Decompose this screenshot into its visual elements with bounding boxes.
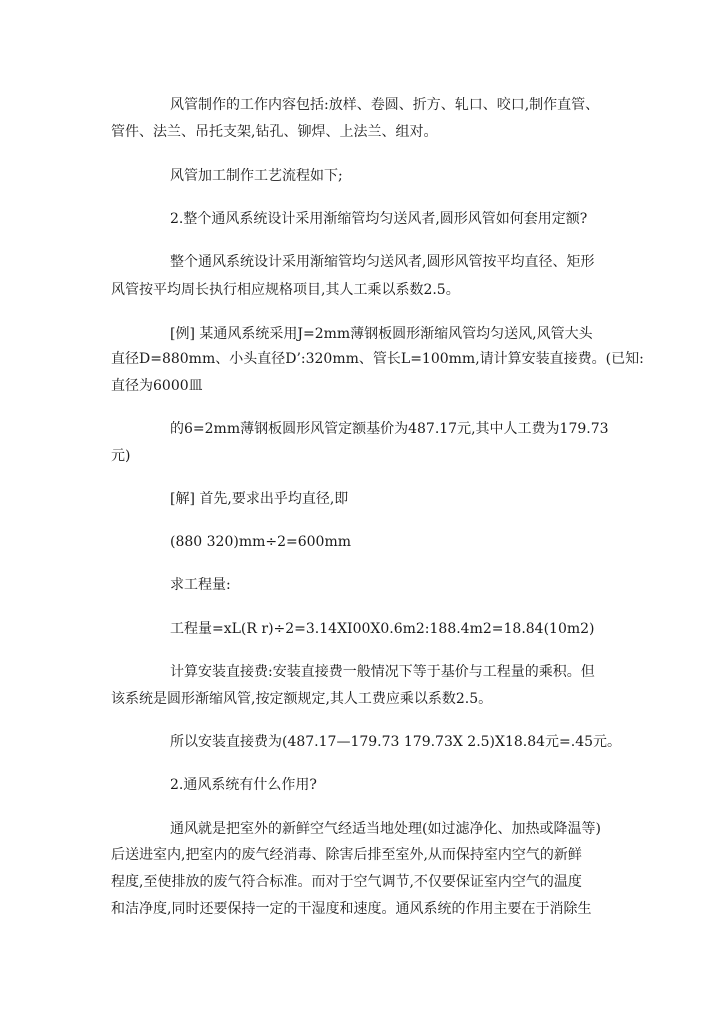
text-line: 通风就是把室外的新鲜空气经适当地处理(如过滤净化、加热或降温等) [170, 821, 601, 837]
text-line: 风管加工制作工艺流程如下; [170, 168, 343, 184]
formula-line: 所以安装直接费为(487.17—179.73 179.73X 2.5)X18.84元=.45元。 [170, 734, 622, 750]
text-line: 程度,至使排放的废气符合标准。而对于空气调节,不仅要保证室内空气的温度 [111, 874, 582, 890]
text-line: 和洁净度,同时还要保持一定的干湿度和速度。通风系统的作用主要在于消除生 [111, 901, 592, 917]
text-line: 2.整个通风系统设计采用渐缩管均匀送风者,圆形风管如何套用定额? [170, 211, 588, 227]
text-line: 2.通风系统有什么作用? [170, 777, 317, 793]
text-line: 直径D=880mm、小头直径D’:320mm、管长L=100mm,请计算安装直接费。(已知: [111, 351, 644, 367]
text-line: 风管制作的工作内容包括:放样、卷圆、折方、轧口、咬口,制作直管、 [170, 97, 600, 113]
text-line: 该系统是圆形渐缩风管,按定额规定,其人工费应乘以系数2.5。 [111, 691, 493, 707]
text-line: 的6=2mm薄钢板圆形风管定额基价为487.17元,其中人工费为179.73 [170, 421, 609, 437]
text-line: [解] 首先,要求出乎均直径,即 [170, 491, 349, 507]
formula-line: (880 320)mm÷2=600mm [170, 534, 352, 550]
text-line: 管件、法兰、吊托支架,钻孔、铆焊、上法兰、组对。 [111, 124, 438, 140]
text-line: 风管按平均周长执行相应规格项目,其人工乘以系数2.5。 [111, 282, 460, 298]
text-line: [例] 某通风系统采用J=2mm薄钢板圆形渐缩风管均匀送风,风管大头 [170, 326, 593, 342]
formula-line: 工程量=xL(R r)÷2=3.14XI00X0.6m2:188.4m2=18.84(10m2) [170, 621, 595, 637]
text-line: 后送进室内,把室内的废气经消毒、除害后排至室外,从而保持室内空气的新鲜 [111, 847, 582, 863]
text-line: 整个通风系统设计采用渐缩管均匀送风者,圆形风管按平均直径、矩形 [170, 254, 595, 270]
text-line: 计算安装直接费:安装直接费一般情况下等于基价与工程量的乘积。但 [170, 664, 595, 680]
text-line: 直径为6000皿 [111, 378, 203, 394]
text-line: 求工程量: [170, 577, 231, 593]
text-line: 元) [111, 448, 131, 464]
